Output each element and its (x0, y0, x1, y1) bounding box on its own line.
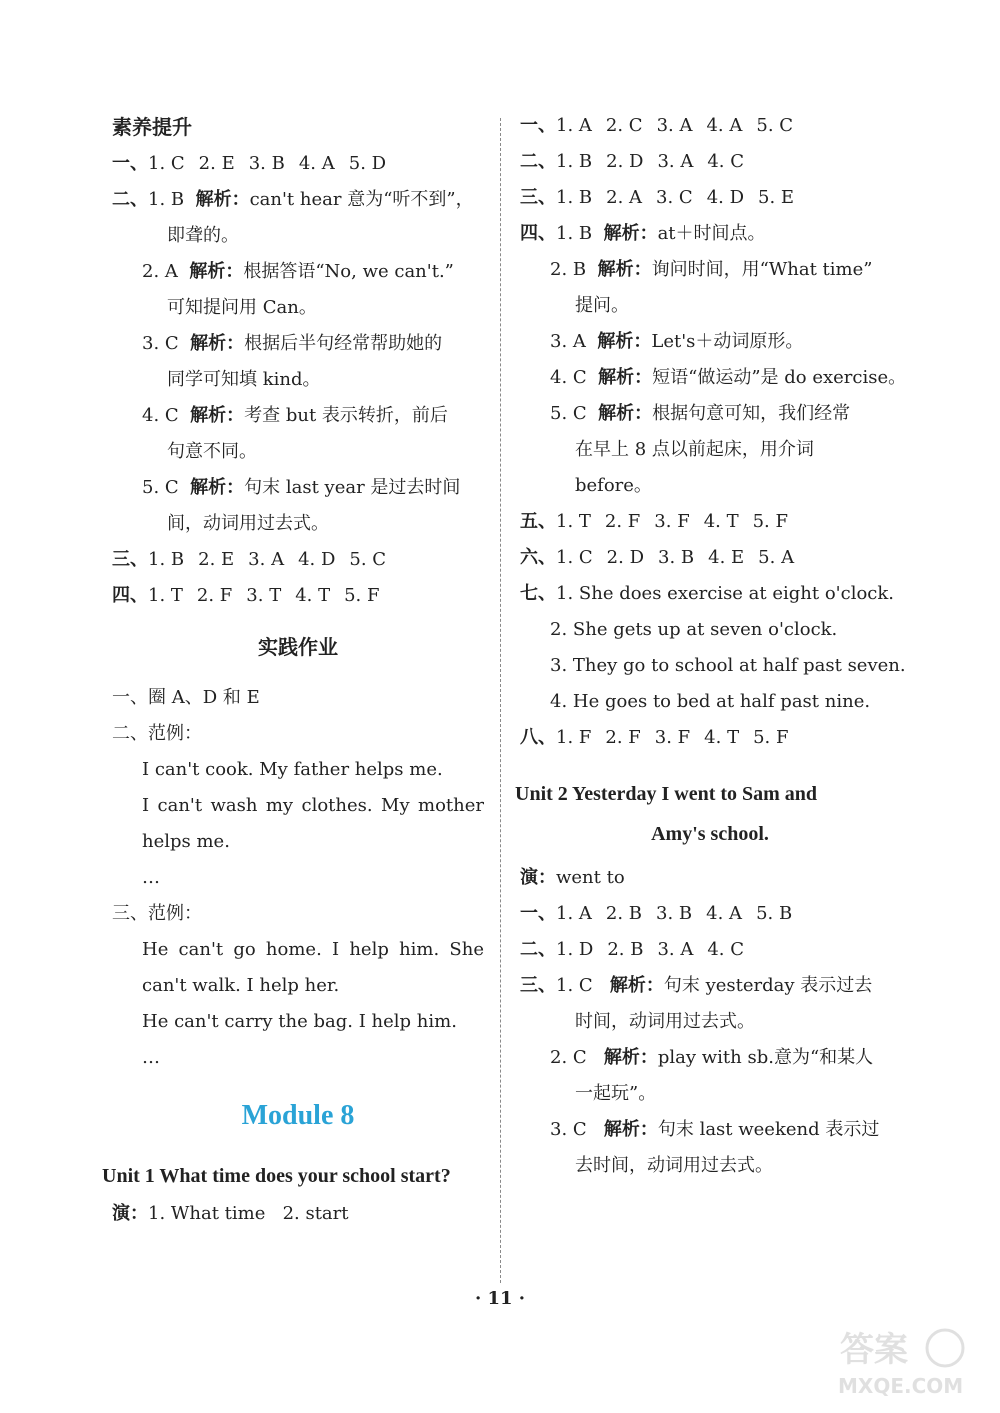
explanation-line: 在早上 8 点以前起床，用介词 (575, 439, 814, 460)
unit-title: Unit 1 What time does your school start? (102, 1165, 451, 1187)
answer-item: 3. C 解析：句末 last weekend 表示过 (550, 1119, 880, 1140)
answer-item: 4. C 解析：考查 but 表示转折，前后 (142, 405, 448, 426)
svg-text:答案: 答案 (840, 1330, 908, 1370)
practice-1: 一、圈 A、D 和 E (112, 687, 260, 708)
answer-item: 5. C 解析：根据句意可知，我们经常 (550, 403, 851, 424)
example-sentence: He can't carry the bag. I help him. (142, 1011, 457, 1032)
answer-row-1: 一、1. A 2. C 3. A 4. A 5. C (520, 115, 794, 136)
answer-row-2: 二、1. B 2. D 3. A 4. C (520, 151, 745, 172)
answer-item: 3. C 解析：根据后半句经常帮助她的 (142, 333, 443, 354)
unit-title-line1: Unit 2 Yesterday I went to Sam and (515, 783, 818, 805)
explanation-line: 去时间，动词用过去式。 (575, 1155, 773, 1176)
answer-item: 2. A 解析：根据答语“No, we can't.” (142, 261, 454, 282)
right-column (515, 108, 907, 1184)
answer-row-u1: 一、1. A 2. B 3. B 4. A 5. B (520, 903, 793, 924)
answer-row-3: 三、1. B 2. E 3. A 4. D 5. C (112, 549, 387, 570)
example-sentence: I can't wash my clothes. My mother helps me. (142, 795, 484, 852)
explanation-line: 提问。 (575, 295, 629, 316)
answer-item: 4. C 解析：短语“做运动”是 do exercise。 (550, 367, 907, 388)
watermark-icon (830, 1323, 970, 1403)
explanation-line: 一起玩”。 (575, 1083, 657, 1104)
column-divider (500, 118, 501, 1283)
yan-row: 演：1. What time 2. start (112, 1203, 349, 1224)
answer-row-7: 七、1. She does exercise at eight o'clock. (520, 583, 895, 604)
yan-row: 演：went to (520, 867, 625, 888)
example-sentence: He can't go home. I help him. She can't walk. I help her. (142, 939, 484, 996)
answer-item: 2. C 解析：play with sb.意为“和某人 (550, 1047, 874, 1068)
example-sentence: I can't cook. My father helps me. (142, 759, 443, 780)
explanation-line: 句意不同。 (167, 441, 257, 462)
explanation-line: 可知提问用 Can。 (167, 297, 317, 318)
svg-text:MXQE.COM: MXQE.COM (838, 1374, 964, 1398)
answer-item: 5. C 解析：句末 last year 是过去时间 (142, 477, 461, 498)
answer-row-3: 三、1. B 2. A 3. C 4. D 5. E (520, 187, 795, 208)
answer-row-6: 六、1. C 2. D 3. B 4. E 5. A (520, 547, 795, 568)
answer-row-8: 八、1. F 2. F 3. F 4. T 5. F (520, 727, 789, 748)
explanation-line: 即聋的。 (167, 225, 239, 246)
ellipsis: … (142, 867, 160, 888)
answer-row-5: 五、1. T 2. F 3. F 4. T 5. F (520, 511, 788, 532)
section-title-shijian: 实践作业 (258, 635, 338, 659)
answer-row-4: 四、1. B 解析：at＋时间点。 (520, 223, 766, 244)
left-column (102, 108, 484, 1232)
answer-row-u3: 三、1. C 解析：句末 yesterday 表示过去 (520, 975, 873, 996)
answer-row-2: 二、1. B 解析：can't hear 意为“听不到”， (112, 189, 474, 210)
page-number: · 11 · (474, 1288, 526, 1309)
answer-row-u2: 二、1. D 2. B 3. A 4. C (520, 939, 745, 960)
section-title-suyang: 素养提升 (112, 115, 192, 139)
unit-title-line2: Amy's school. (651, 823, 769, 845)
explanation-line: 同学可知填 kind。 (167, 369, 321, 390)
explanation-line: before。 (575, 475, 652, 496)
ellipsis: … (142, 1047, 160, 1068)
answer-item: 2. B 解析：询问时间，用“What time” (550, 259, 873, 280)
sentence-answer: 3. They go to school at half past seven. (550, 655, 906, 676)
answer-item: 3. A 解析：Let's＋动词原形。 (550, 331, 804, 352)
explanation-line: 时间，动词用过去式。 (575, 1011, 755, 1032)
answer-row-1: 一、1. C 2. E 3. B 4. A 5. D (112, 153, 387, 174)
practice-3: 三、范例： (112, 903, 202, 924)
sentence-answer: 4. He goes to bed at half past nine. (550, 691, 871, 712)
answer-row-4: 四、1. T 2. F 3. T 4. T 5. F (112, 585, 380, 606)
module-title: Module 8 (241, 1100, 355, 1131)
explanation-line: 间，动词用过去式。 (167, 513, 329, 534)
practice-2: 二、范例： (112, 723, 202, 744)
watermark-logo (830, 1323, 970, 1403)
sentence-answer: 2. She gets up at seven o'clock. (550, 619, 838, 640)
